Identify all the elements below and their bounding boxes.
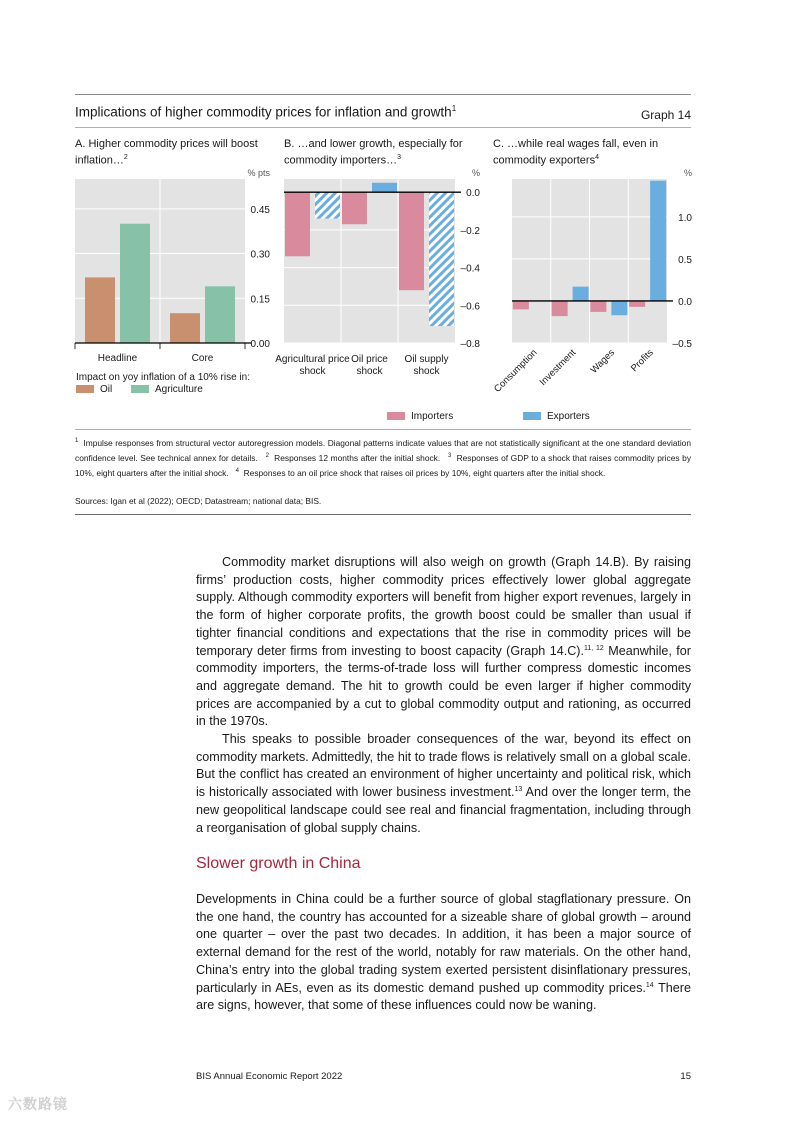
y-unit-label: %	[683, 168, 692, 178]
footer-title: BIS Annual Economic Report 2022	[196, 1071, 343, 1082]
legend-a	[76, 384, 203, 395]
y-tick-label: 0.15	[250, 294, 270, 306]
y-tick-label: –0.5	[672, 339, 692, 350]
x-tick-label: Agricultural price shock	[275, 354, 350, 377]
y-tick-label: 0.00	[250, 339, 270, 350]
bar-importers-profits	[629, 301, 645, 307]
bar-agriculture-headline	[120, 224, 150, 343]
legend-swatch-exporters	[523, 412, 541, 420]
bar-agriculture-core	[205, 286, 235, 343]
x-tick-label: Consumption	[492, 347, 540, 395]
x-tick-label: Core	[191, 353, 214, 364]
y-tick-label: 1.0	[678, 212, 692, 224]
bar-exporters-oil-supply-shock	[429, 192, 454, 326]
graph-number: Graph 14	[640, 108, 691, 122]
chart-a	[75, 168, 270, 364]
bar-exporters-investment	[573, 287, 589, 301]
legend-item-agriculture: Agriculture	[131, 384, 203, 395]
bar-importers-oil-supply-shock	[399, 192, 424, 290]
y-tick-label: 0.0	[678, 296, 692, 308]
body-section-2	[196, 891, 691, 1015]
y-tick-label: 0.30	[250, 249, 270, 261]
legend-swatch-agriculture	[131, 385, 149, 393]
footnotes: $^1$ Impulse responses from structural vector autoregression models. Diagonal patterns indicate values that are not statistically significant at the one standard deviation confidence level. See technical annex for details. $^2$ Responses 12 months after the initial shock. $^3$ Responses of GDP to a shock that raises commodity prices by 10%, eight quarters after the initial shock. $^4$ Responses to an oil price shock that raises oil prices by 10%, eight quarters after the initial shock.	[75, 437, 692, 478]
x-tick-label: Oil price shock	[351, 354, 388, 377]
bar-exporters-wages	[611, 301, 627, 315]
bottom-rule	[75, 514, 691, 515]
panel-c-title: C. …while real wages fall, even in commodity exporters$^4$	[493, 138, 659, 167]
y-tick-label: 0.0	[466, 188, 480, 200]
graph-title: Implications of higher commodity prices for inflation and growth$^1$	[75, 104, 457, 120]
chart-c	[492, 168, 692, 395]
watermark: 六数路镜	[8, 1096, 68, 1112]
bar-exporters-profits	[650, 181, 666, 301]
bar-exporters-oil-price-shock	[372, 183, 397, 192]
legend-importers: Importers	[387, 411, 453, 422]
chart-b	[275, 168, 480, 377]
y-tick-label: –0.4	[460, 263, 480, 275]
legend-swatch-importers	[387, 412, 405, 420]
y-tick-label: –0.6	[460, 301, 480, 313]
page-number: 15	[680, 1071, 691, 1082]
x-tick-label: Investment	[537, 347, 579, 388]
x-tick-label: Wages	[588, 347, 617, 376]
paragraph-3: Developments in China could be a further source of global stagflationary pressure. On the one hand, the country has accounted for a sizeable share of global growth – around one quarter – over the past two decades. In addition, it has been a major source of external demand for the rest of the world, notably for raw materials. On the other hand, China’s entry into the global trading system exerted persistent disinflationary pressures, particularly in AEs, even as its domestic demand pushed up commodity prices.$^{14}$ There are signs, however, that some of these influences could now be waning.	[196, 892, 692, 1013]
bar-importers-investment	[552, 301, 568, 316]
bar-importers-agricultural-price-shock	[285, 192, 310, 256]
y-tick-label: –0.2	[460, 225, 480, 237]
y-unit-label: % pts	[247, 168, 270, 178]
x-tick-label: Headline	[97, 353, 138, 364]
panel-a-title: A. Higher commodity prices will boost inflation…$^2$	[75, 138, 258, 167]
legend-exporters: Exporters	[523, 411, 590, 422]
y-tick-label: 0.5	[678, 254, 692, 266]
bar-exporters-agricultural-price-shock	[315, 192, 340, 218]
bar-oil-core	[170, 313, 200, 343]
paragraph-2: This speaks to possible broader consequences of the war, beyond its effect on commodity markets. Admittedly, the hit to trade flows is relatively small on a global scale. But the conflict has created an environment of higher uncertainty and political risk, which is historically associated with lower business investment.$^{13}$ And over the longer term, the new geopolitical landscape could see real and financial fragmentation, including through a reorganisation of global supply chains.	[196, 732, 691, 835]
y-tick-label: –0.8	[460, 339, 480, 350]
sources: Sources: Igan et al (2022); OECD; Datastream; national data; BIS.	[75, 496, 322, 506]
x-tick-label: Profits	[628, 347, 656, 375]
bar-importers-wages	[590, 301, 606, 312]
legend-rule	[75, 429, 691, 430]
paragraph-1: Commodity market disruptions will also weigh on growth (Graph 14.B). By raising firms’ production costs, higher commodity prices effectively lower global aggregate supply. Although commodity exporters will benefit from higher export revenues, largely in the form of higher corporate profits, the growth boost could be smaller than usual if tighter financial conditions and expectations that the rise in commodity prices will be temporary deter firms from investing to boost capacity (Graph 14.C).$^{11, 12}$ Meanwhile, for commodity importers, the terms-of-trade loss will further compress domestic incomes and aggregate demand. The hit to growth could be even larger if higher commodity prices are accompanied by a cut to global commodity output and rationing, as occurred in the 1970s.	[196, 555, 691, 729]
body-section-1	[196, 554, 691, 837]
charts-svg	[0, 0, 793, 430]
legend-item-oil: Oil	[76, 384, 112, 395]
y-unit-label: %	[471, 168, 480, 178]
legend-swatch-oil	[76, 385, 94, 393]
x-tick-label: Oil supply shock	[404, 354, 449, 377]
bar-importers-consumption	[513, 301, 529, 309]
panel-a-subtitle: Impact on yoy inflation of a 10% rise in:	[76, 372, 250, 383]
panel-b-title: B. …and lower growth, especially for commodity importers…$^3$	[284, 138, 463, 167]
y-tick-label: 0.45	[250, 204, 270, 216]
bar-importers-oil-price-shock	[342, 192, 367, 224]
section-heading: Slower growth in China	[196, 855, 361, 872]
bar-oil-headline	[85, 277, 115, 343]
